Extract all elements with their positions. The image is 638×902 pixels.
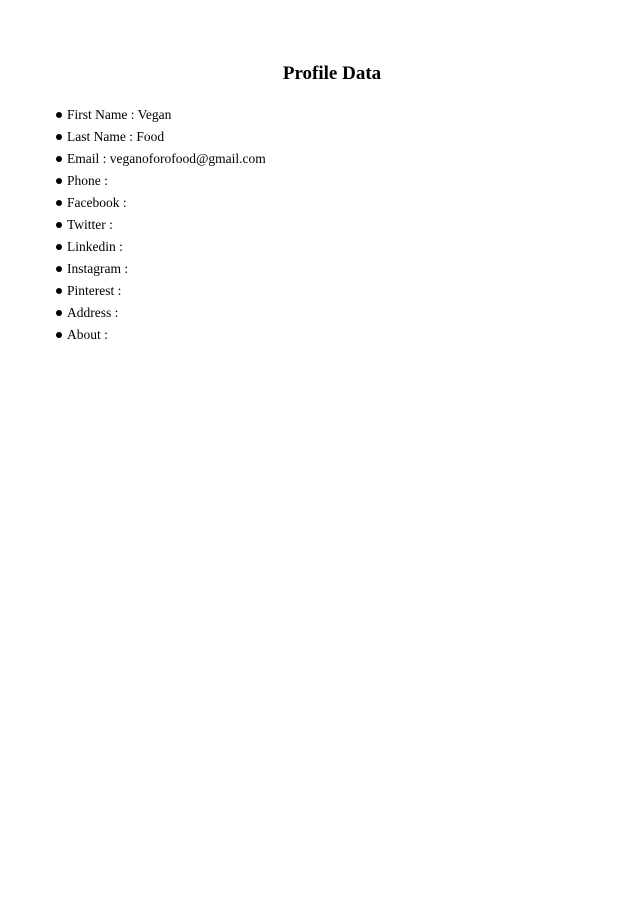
bullet-icon xyxy=(56,288,62,294)
bullet-icon xyxy=(56,200,62,206)
bullet-icon xyxy=(56,112,62,118)
field-label: Linkedin : xyxy=(67,239,126,254)
field-label: Pinterest : xyxy=(67,283,125,298)
bullet-icon xyxy=(56,310,62,316)
bullet-icon xyxy=(56,178,62,184)
bullet-icon xyxy=(56,134,62,140)
field-label: Facebook : xyxy=(67,195,130,210)
list-item-linkedin xyxy=(56,236,266,258)
list-item-email xyxy=(56,148,266,170)
list-item-pinterest xyxy=(56,280,266,302)
list-item-facebook xyxy=(56,192,266,214)
field-label: Twitter : xyxy=(67,217,116,232)
list-item-last-name xyxy=(56,126,266,148)
bullet-icon xyxy=(56,222,62,228)
list-item-twitter xyxy=(56,214,266,236)
list-item-about xyxy=(56,324,266,346)
list-item-phone xyxy=(56,170,266,192)
field-label: Phone : xyxy=(67,173,111,188)
list-item-first-name xyxy=(56,104,266,126)
list-item-instagram xyxy=(56,258,266,280)
field-label: About : xyxy=(67,327,111,342)
bullet-icon xyxy=(56,332,62,338)
field-label: Email : xyxy=(67,151,110,166)
bullet-icon xyxy=(56,156,62,162)
field-label: First Name : xyxy=(67,107,138,122)
list-item-address xyxy=(56,302,266,324)
field-value: veganoforofood@gmail.com xyxy=(109,151,266,166)
field-label: Last Name : xyxy=(67,129,136,144)
page-title: Profile Data xyxy=(282,63,382,84)
profile-field-list xyxy=(56,104,266,346)
field-value: Vegan xyxy=(137,107,172,122)
field-label: Instagram : xyxy=(67,261,132,276)
field-label: Address : xyxy=(67,305,122,320)
field-value: Food xyxy=(136,129,165,144)
bullet-icon xyxy=(56,266,62,272)
bullet-icon xyxy=(56,244,62,250)
